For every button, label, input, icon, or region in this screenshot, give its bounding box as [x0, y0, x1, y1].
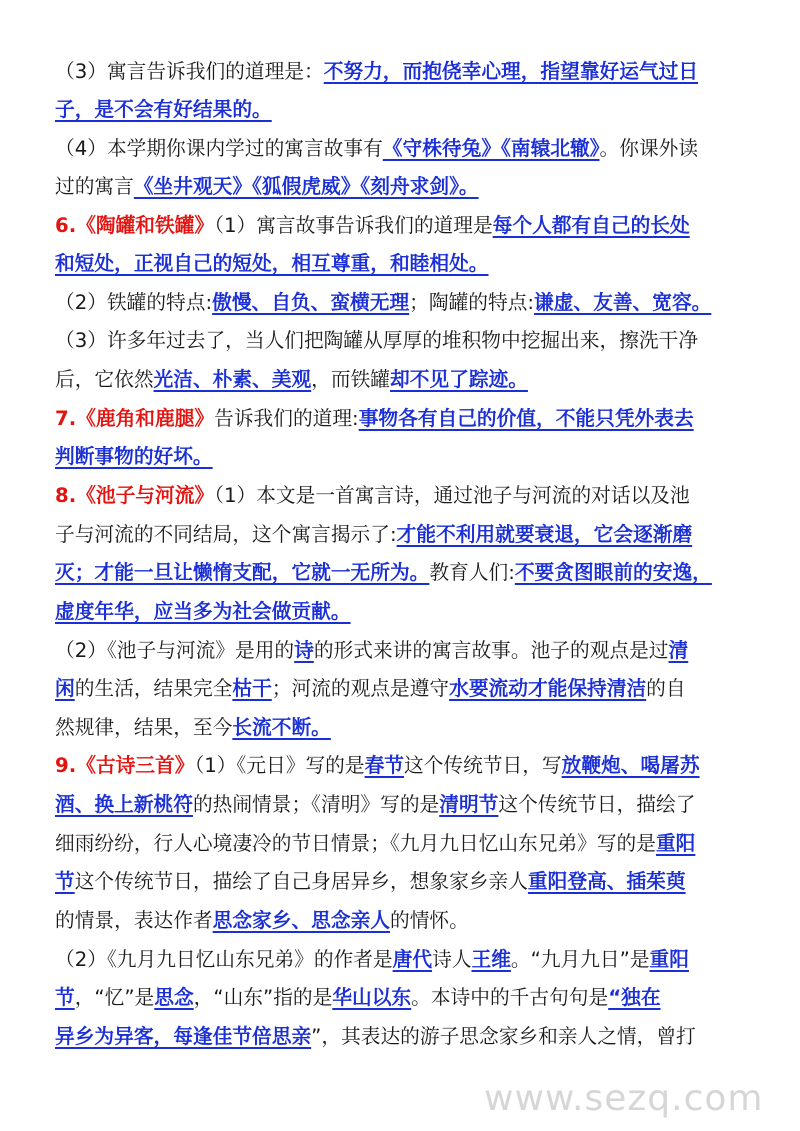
answer-text: 傲慢、自负、蛮横无理 — [212, 291, 410, 314]
body-text: （2）《九月九日忆山东兄弟》的作者是 — [55, 948, 393, 971]
text-line — [55, 984, 755, 1012]
answer-text: 重阳 — [649, 948, 689, 971]
answer-text: 水要流动才能保持清洁 — [449, 677, 647, 700]
text-line — [55, 946, 755, 974]
text-line — [55, 868, 755, 896]
text-line — [55, 96, 755, 124]
answer-text: 谦虚、友善、宽容。 — [534, 291, 712, 314]
text-line — [55, 327, 755, 355]
answer-text: 枯干 — [232, 677, 272, 700]
answer-text: 每个人都有自己的长处 — [492, 214, 690, 237]
answer-text: 诗 — [294, 639, 314, 662]
body-text: （4）本学期你课内学过的寓言故事有 — [55, 137, 383, 160]
text-line — [55, 752, 755, 780]
answer-text: 《守株待兔》《南辕北辙》 — [382, 137, 600, 160]
site-watermark: www.sezq.com — [484, 1078, 764, 1119]
text-line — [55, 212, 755, 240]
body-text: 。你课外读 — [599, 137, 699, 160]
answer-text: 《坐井观天》《狐假虎威》《刻舟求剑》。 — [133, 175, 479, 198]
body-text: （2）《池子与河流》是用的 — [55, 639, 295, 662]
body-text: 的热闹情景；《清明》写的是 — [192, 793, 440, 816]
body-text: ”，其表达的游子思念家乡和亲人之情，曾打 — [311, 1025, 696, 1048]
body-text: 后，它依然 — [55, 368, 154, 391]
body-text: ；陶罐的特点: — [409, 291, 535, 314]
body-text: 这个传统节日，写 — [404, 754, 562, 777]
body-text: （1）寓言故事告诉我们的道理是 — [214, 214, 493, 237]
body-text: （2）铁罐的特点: — [55, 291, 213, 314]
answer-text: “独在 — [608, 986, 661, 1009]
answer-text: 重阳 — [655, 832, 696, 855]
answer-text: 异乡为异客，每逢佳节倍思亲 — [55, 1025, 312, 1048]
answer-text: 重阳登高、插茱萸 — [527, 870, 686, 893]
body-text: 这个传统节日，描绘了 — [498, 793, 696, 816]
answer-text: 华山以东 — [332, 986, 412, 1009]
text-line — [55, 559, 755, 587]
answer-text: 思念 — [154, 986, 194, 1009]
answer-text: 春节 — [364, 754, 404, 777]
body-text: 的自 — [646, 677, 686, 700]
text-line — [55, 830, 755, 858]
body-text: 过的寓言 — [55, 175, 134, 198]
body-text: ，而铁罐 — [311, 368, 390, 391]
text-line — [55, 714, 755, 742]
body-text: （1）《元日》写的是 — [194, 754, 365, 777]
section-heading: 9.《古诗三首》 — [55, 754, 195, 777]
answer-text: 事物各有自己的价值，不能只凭外表去 — [358, 407, 694, 430]
answer-text: 子，是不会有好结果的。 — [55, 98, 272, 121]
body-text: 子与河流的不同结局，这个寓言揭示了: — [55, 523, 397, 546]
body-text: （1）本文是一首寓言诗，通过池子与河流的对话以及池 — [214, 484, 690, 507]
answer-text: 清明节 — [439, 793, 499, 816]
body-text: 。“九月九日”是 — [510, 948, 650, 971]
answer-text: 灭；才能一旦让懒惰支配，它就一无所为。 — [55, 561, 430, 584]
body-text: ；河流的观点是遵守 — [271, 677, 450, 700]
body-text: 诗人 — [432, 948, 472, 971]
answer-text: 却不见了踪迹。 — [390, 368, 528, 391]
text-line — [55, 482, 755, 510]
answer-text: 不努力，而抱侥幸心理，指望靠好运气过日 — [323, 60, 699, 83]
text-line — [55, 791, 755, 819]
body-text: 教育人们: — [429, 561, 515, 584]
answer-text: 清 — [668, 639, 689, 662]
section-heading: 7.《鹿角和鹿腿》 — [55, 407, 215, 430]
answer-text: 节 — [55, 986, 75, 1009]
text-line — [55, 521, 755, 549]
text-line — [55, 1023, 755, 1051]
answer-text: 虚度年华，应当多为社会做贡献。 — [55, 600, 351, 623]
text-line — [55, 135, 755, 163]
answer-text: 不要贪图眼前的安逸， — [514, 561, 712, 584]
section-heading: 6.《陶罐和铁罐》 — [55, 214, 215, 237]
text-line — [55, 598, 755, 626]
body-text: 的形式来讲的寓言故事。池子的观点是过 — [313, 639, 669, 662]
text-line — [55, 405, 755, 433]
answer-text: 闲 — [55, 677, 75, 700]
body-text: 这个传统节日，描绘了自己身居异乡，想象家乡亲人 — [74, 870, 528, 893]
text-line — [55, 289, 755, 317]
body-text: 细雨纷纷，行人心境凄冷的节日情景；《九月九日忆山东兄弟》写的是 — [55, 832, 656, 855]
body-text: 告诉我们的道理: — [214, 407, 359, 430]
body-text: （3）许多年过去了，当人们把陶罐从厚厚的堆积物中挖掘出来，擦洗干净 — [55, 329, 699, 352]
body-text: （3）寓言告诉我们的道理是： — [55, 60, 324, 83]
body-text: 的情景，表达作者 — [55, 909, 213, 932]
answer-text: 长流不断。 — [232, 716, 331, 739]
body-text: ，“忆”是 — [74, 986, 155, 1009]
text-line — [55, 907, 755, 935]
text-line — [55, 58, 755, 86]
body-text: 的情怀。 — [389, 909, 469, 932]
answer-text: 思念家乡、思念亲人 — [212, 909, 390, 932]
answer-text: 才能不利用就要衰退，它会逐渐磨 — [396, 523, 693, 546]
body-text: 。本诗中的千古句句是 — [411, 986, 609, 1009]
text-line — [55, 675, 755, 703]
text-line — [55, 173, 755, 201]
body-text: 的生活，结果完全 — [74, 677, 233, 700]
body-text: ，“山东”指的是 — [193, 986, 333, 1009]
answer-text: 光洁、朴素、美观 — [153, 368, 312, 391]
answer-text: 王维 — [471, 948, 511, 971]
answer-text: 判断事物的好坏。 — [55, 445, 213, 468]
body-text: 然规律，结果，至今 — [55, 716, 233, 739]
text-line — [55, 443, 755, 471]
text-line — [55, 250, 755, 278]
text-line — [55, 637, 755, 665]
section-heading: 8.《池子与河流》 — [55, 484, 215, 507]
answer-text: 唐代 — [392, 948, 433, 971]
answer-text: 和短处，正视自己的短处，相互尊重，和睦相处。 — [55, 252, 489, 275]
text-line — [55, 366, 755, 394]
answer-text: 放鞭炮、喝屠苏 — [561, 754, 700, 777]
answer-text: 节 — [55, 870, 75, 893]
answer-text: 酒、换上新桃符 — [55, 793, 193, 816]
